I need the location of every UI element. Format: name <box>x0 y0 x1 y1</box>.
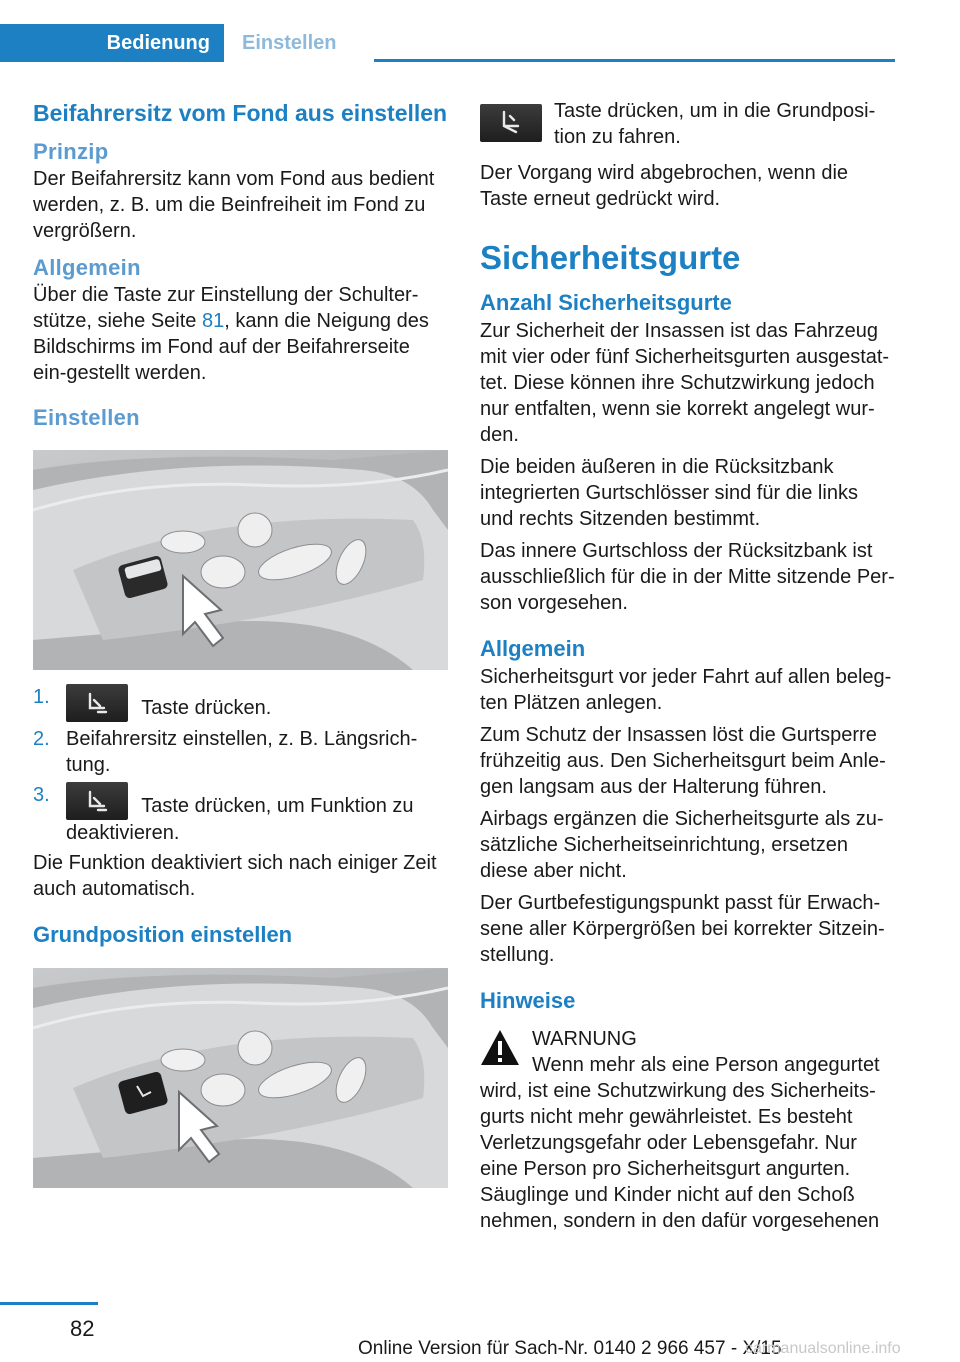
grundposition-text: Taste drücken, um in die Grundposi-tion zu fahren. <box>554 100 876 148</box>
prinzip-text: Der Beifahrersitz kann vom Fond aus bedient werden, z. B. um die Beinfreiheit im Fond zu vergrößern. <box>33 168 435 242</box>
allgemein-paragraph-1: Sicherheitsgurt vor jeder Fahrt auf allen beleg-ten Plätzen anlegen. <box>480 666 892 714</box>
heading-allgemein-left: Allgemein <box>33 255 141 280</box>
step-1-text: Taste drücken. <box>141 697 272 719</box>
allgemein-paragraph-4: Der Gurtbefestigungspunkt passt für Erwach-sene aller Körpergrößen bei korrekter Sitzein-stellung. <box>480 892 885 966</box>
section-title-sicherheitsgurte: Sicherheitsgurte <box>480 239 741 276</box>
heading-allgemein-right: Allgemein <box>480 636 586 661</box>
section-title-beifahrersitz: Beifahrersitz vom Fond aus einstellen <box>33 100 448 126</box>
warning-label: WARNUNG <box>532 1028 637 1050</box>
watermark: carmanualsonline.info <box>745 1340 901 1357</box>
tab-einstellen[interactable]: Einstellen <box>224 24 374 62</box>
allgemein-text-part2: , kann die Neigung des Bildschirms im Fond auf der Beifahrerseite ein-gestellt werden. <box>33 310 429 384</box>
step-1 <box>33 684 448 722</box>
warning-text: wird, ist eine Schutzwirkung des Sicherheits-gurts nicht mehr gewährleistet. Es besteht Verletzungsgefahr oder Lebensgefahr. Nur eine Person pro Sicherheitsgurt angurten. Säuglinge und Kinder nicht auf den Schoß nehmen, sondern in den dafür vorgesehenen <box>480 1080 880 1232</box>
page-link-81[interactable]: 81 <box>201 310 225 332</box>
warning-triangle-icon <box>480 1028 520 1068</box>
heading-prinzip: Prinzip <box>33 139 109 164</box>
page-number: 82 <box>70 1316 95 1341</box>
seat-button-icon <box>66 782 128 820</box>
anzahl-paragraph-3: Das innere Gurtschloss der Rücksitzbank ist ausschließlich für die in der Mitte sitzende Per-son vorgesehen. <box>480 540 895 614</box>
allgemein-text <box>33 282 448 386</box>
warning-first-line: Wenn mehr als eine Person angegurtet <box>532 1054 880 1076</box>
step-3-text: Taste drücken, um Funktion zu deaktivieren. <box>66 795 414 844</box>
heading-anzahl: Anzahl Sicherheitsgurte <box>480 290 732 315</box>
step-1-number: 1. <box>33 686 50 708</box>
chapter-tabbar <box>0 24 895 62</box>
allgemein-text-part1: Über die Taste zur Einstellung der Schulter-stütze, siehe Seite <box>33 284 419 332</box>
heading-grundposition: Grundposition einstellen <box>33 922 293 947</box>
heading-hinweise: Hinweise <box>480 988 576 1013</box>
abbruch-text: Der Vorgang wird abgebrochen, wenn die Taste erneut gedrückt wird. <box>480 162 849 210</box>
grundposition-row <box>480 98 895 150</box>
allgemein-paragraph-3: Airbags ergänzen die Sicherheitsgurte als zu-sätzliche Sicherheitseinrichtung, ersetzen diese aber nicht. <box>480 808 884 882</box>
step-2-number: 2. <box>33 728 50 750</box>
step-2-text: Beifahrersitz einstellen, z. B. Längsrich-tung. <box>66 728 418 776</box>
seat-control-photo-1 <box>33 450 448 670</box>
online-version-text: Online Version für Sach-Nr. 0140 2 966 457 - X/15 <box>358 1338 782 1359</box>
right-column <box>480 98 895 1234</box>
allgemein-paragraph-2: Zum Schutz der Insassen löst die Gurtsperre frühzeitig aus. Den Sicherheitsgurt beim Anle-gen langsam aus der Halterung führen. <box>480 724 886 798</box>
step-3 <box>33 782 448 846</box>
step-3-number: 3. <box>33 784 50 806</box>
heading-einstellen: Einstellen <box>33 405 140 430</box>
tab-bedienung[interactable]: Bedienung <box>0 24 224 62</box>
left-column <box>33 98 448 1188</box>
seat-button-icon <box>66 684 128 722</box>
seat-control-photo-2 <box>33 968 448 1188</box>
warning-block <box>480 1026 895 1078</box>
reset-seat-button-icon <box>480 104 542 142</box>
footer-rule <box>0 1302 98 1305</box>
step-2 <box>33 726 448 778</box>
anzahl-paragraph-2: Die beiden äußeren in die Rücksitzbank integrierten Gurtschlösser sind für die links und rechts Sitzenden bestimmt. <box>480 456 858 530</box>
auto-deactivate-text: Die Funktion deaktiviert sich nach einiger Zeit auch automatisch. <box>33 852 437 900</box>
anzahl-paragraph-1: Zur Sicherheit der Insassen ist das Fahrzeug mit vier oder fünf Sicherheitsgurten ausgestat-tet. Diese können ihre Schutzwirkung jedoch nur entfalten, wenn sie korrekt angelegt wur-den. <box>480 320 890 446</box>
